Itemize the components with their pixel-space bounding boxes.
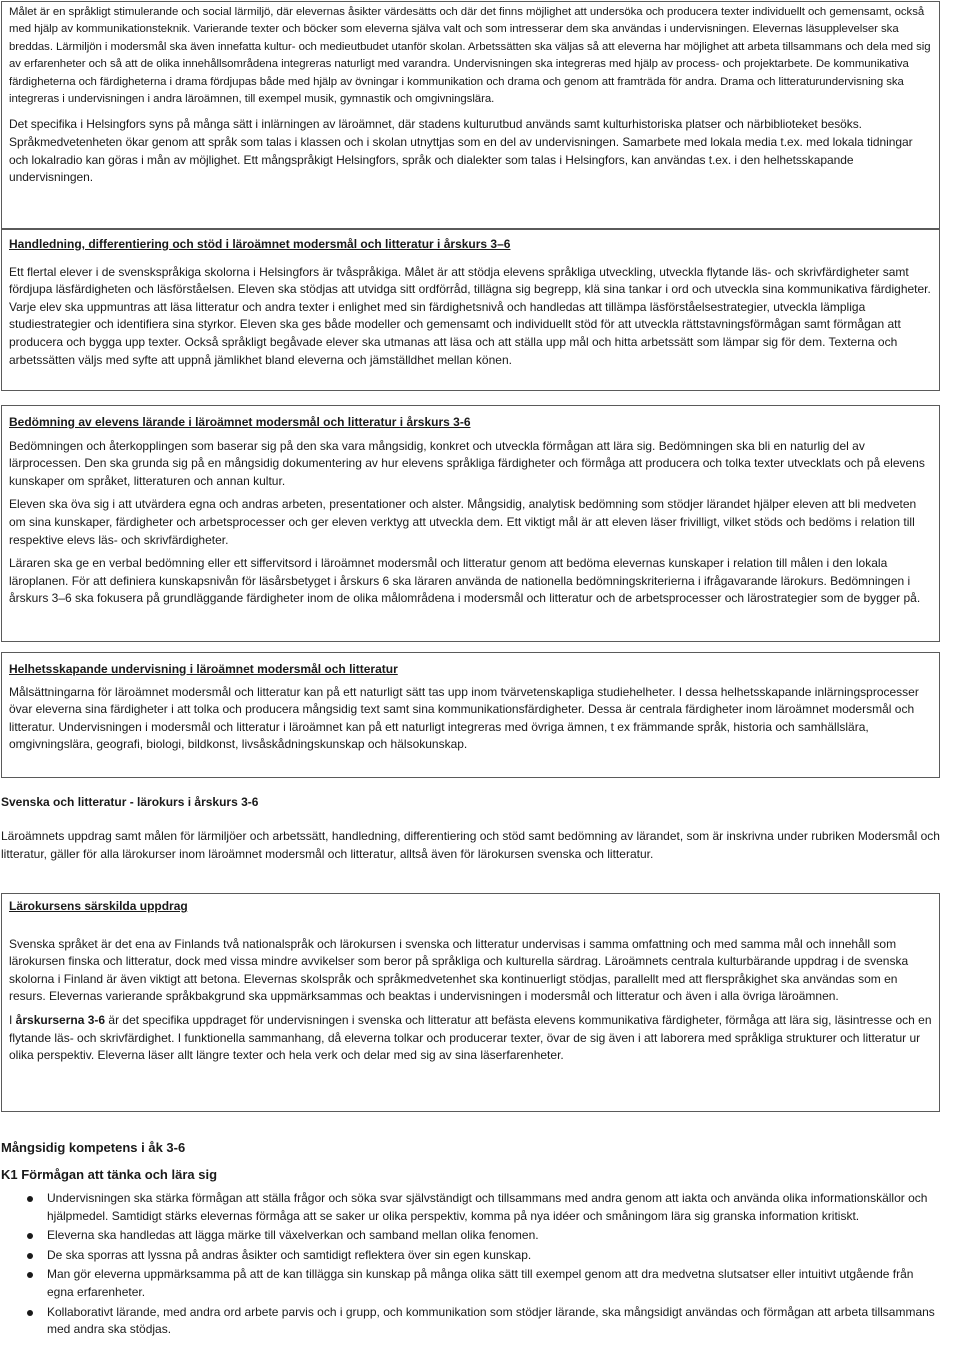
assessment-box	[1, 405, 940, 642]
competence-subheading: K1 Förmågan att tänka och lära sig	[1, 1167, 218, 1182]
special-mission-box	[1, 893, 940, 1112]
special-mission-paragraph-2	[9, 1012, 932, 1065]
assessment-paragraph-3: Läraren ska ge en verbal bedömning eller ett siffervitsord i läroämnet modersmål och litteratur genom att bedöma elevernas kunskaper i relation till målen i den lokala läroplanen. För att definiera kunskapsnivån för läsårsbetyget i årskurs 6 ska läraren använda de nationella bedömningskriterierna i ifrågavarande lärokurs. Bedömningen i årskurs 3–6 ska fokusera på grundläggande färdigheter inom de olika målområdena i modersmål och litteratur och de arbetsprocesser och lärostrategier som de bygger på.	[9, 556, 921, 606]
special-mission-title: Lärokursens särskilda uppdrag	[9, 899, 188, 913]
guidance-title: Handledning, differentiering och stöd i läroämnet modersmål och litteratur i årskurs 3–6	[9, 237, 511, 251]
swedish-course-text	[1, 828, 941, 863]
helsinki-specific-paragraph: Det specifika i Helsingfors syns på många sätt i inlärningen av läroämnet, där stadens kulturutbud används samt kulturhistoriska platser och närbiblioteket besöks. Språkmedvetenheten ökar genom att språk som talas i klassen och i skolan utnyttjas som en del av undervisningen. Samarbete med lokala media t.ex. med lokala tidningar och lokalradio kan göras i mån av möjlighet. Ett mångspråkigt Helsingfors, språk och dialekter som talas i Helsingfors, kan användas t.ex. i den helhetsskapande undervisningen.	[9, 117, 913, 185]
list-item-text: Man gör eleverna uppmärksamma på att de kan tillägga sin kunskap på många olika sätt till exempel genom att dra medvetna slutsatser eller intuitivt utgående från egna erfarenheter.	[47, 1267, 914, 1299]
special-mission-paragraph-1: Svenska språket är det ena av Finlands två nationalspråk och lärokursen i svenska och litteratur undervisas i samma omfattning och med samma mål och innehåll som lärokursen finska och litteratur, dock med vissa mindre avvikelser som beror på språkliga och kulturella särdrag. Läroämnets centrala kulturbärande uppdrag i de svenska skolorna i Finland är även viktigt att betona. Elevernas skolspråk och språkmedvetenhet ska kontinuerligt stödjas, parallellt med att flerspråkighet ska användas som en resurs. Elevernas varierande språkbakgrund ska uppmärksammas och beaktas i undervisningen i modersmål och litteratur och även i alla övriga läroämnen.	[9, 936, 909, 1004]
integrative-box	[1, 652, 940, 778]
guidance-box	[1, 229, 940, 391]
assessment-paragraph-2: Eleven ska öva sig i att utvärdera egna och andras arbeten, presentationer och alster. Mångsidig, analytisk bedömning som stödjer lärandet hjälper eleven att bli medveten om sina kunskaper, färdigheter och arbetsprocesser och ger eleven verktyg att utveckla dem. Ett viktigt mål är att eleven läser frivilligt, vilket stöds och bedöms i relation till respektive elevs läs- och skrivfärdigheter.	[9, 497, 917, 547]
bullet-icon	[27, 1233, 33, 1239]
list-item-text: Kollaborativt lärande, med andra ord arbete parvis och i grupp, och kommunikation som stödjer lärande, ska mångsidigt användas och förmågan att arbeta tillsammans med andra ska stödjas.	[47, 1304, 935, 1337]
assessment-title: Bedömning av elevens lärande i läroämnet modersmål och litteratur i årskurs 3-6	[9, 415, 471, 429]
learning-environment-paragraph: Målet är en språkligt stimulerande och social lärmiljö, där elevernas åsikter värdesätts och där det finns möjlighet att undersöka och producera texter individuellt och gemensamt, också med hjälp av kommunikationsteknik. Varierande texter och böcker som eleverna själva valt och som intresserar dem ska användas i undervisningen. Elevernas läsupplevelser ska breddas. Lärmiljön i modersmål ska även innefatta kultur- och medieutbudet utanför skolan. Arbetssätten ska väljas så att eleverna har möjlighet att arbeta tillsammans och dela med sig av erfarenheter och så att de olika innehållsområdena integreras naturligt med varandra. Undervisningen ska integreras med hjälp av process- och projektarbete. De kommunikativa färdigheterna och färdigheterna i drama fördjupas både med hjälp av övningar i kommunikation och drama och genom att framträda för andra. Drama och litteraturundervisning ska integreras i undervisningen i andra läroämnen, till exempel musik, gymnastik och omgivningslära.	[9, 6, 931, 106]
list-item-text: Eleverna ska handledas att lägga märke till växelverkan och samband mellan olika fenomen.	[47, 1228, 539, 1243]
list-item	[0, 1304, 940, 1339]
swedish-course-title: Svenska och litteratur - lärokurs i årskurs 3-6	[1, 795, 259, 809]
special-mission-p2-bold: årskurserna 3-6	[15, 1012, 106, 1027]
competence-bullet-list	[0, 1190, 940, 1341]
bullet-icon	[27, 1272, 33, 1278]
guidance-paragraph: Ett flertal elever i de svenskspråkiga skolorna i Helsingfors är tvåspråkiga. Målet är att stödja elevens språkliga utveckling, utveckla flytande läs- och skrivfärdigheter samt fördjupa läsfärdigheten och läsförståelsen. Eleven ska stödjas att utvidga sitt ordförråd, tillägna sig begrepp, klä sina tankar i ord och utveckla sina kommunikativa färdigheter. Varje elev ska uppmuntras att läsa litteratur och andra texter i enlighet med sin färdighetsnivå och handledas att tillämpa läsförståelsestrategier, utveckla lämpliga studiestrategier och identifiera sina styrkor. Eleven ska ges både modeller och gemensamt och individuellt stöd för att utveckla rättstavningsförmågan samt förmågan att producera och bygga upp texter. Också språkligt begåvade elever ska utmanas att läsa och att ställa upp mål och hitta arbetssätt som lämpar sig för dem. Texterna och arbetssätten väljs med syfte att uppnå jämlikhet bland eleverna och jämställdhet mellan könen.	[9, 264, 931, 367]
assessment-paragraph-1: Bedömningen och återkopplingen som baserar sig på den ska vara mångsidig, konkret och utveckla förmågan att lära sig. Bedömningen ska bli en naturlig del av lärprocessen. Den ska grunda sig på en mångsidig dokumentering av hur elevens språkliga färdigheter och förmåga att producera och tolka texter utvecklats och på elevens kunskaper om språket, litteraturen och annan kultur.	[9, 438, 925, 488]
competence-heading: Mångsidig kompetens i åk 3-6	[1, 1140, 186, 1155]
integrative-title: Helhetsskapande undervisning i läroämnet modersmål och litteratur	[9, 662, 398, 676]
special-mission-p2-prefix: I	[9, 1012, 16, 1027]
list-item	[0, 1247, 940, 1265]
list-item-text: De ska sporras att lyssna på andras åsikter och samtidigt reflektera över sin egen kunskap.	[47, 1247, 532, 1262]
special-mission-p2-rest: är det specifika uppdraget för undervisningen i svenska och litteratur att befästa elevens kommunikativa färdigheter, förmåga att lära sig, läsintresse och en flytande läs- och skrivfärdighet. I funktionella sammanhang, då eleverna tolkar och producerar texter, övar de sig även i att laborera med språkliga strukturer och litteratur ur olika perspektiv. Eleverna läser allt längre texter och hela verk och delar med sig av sina läserfarenheter.	[9, 1012, 932, 1063]
list-item	[0, 1227, 940, 1245]
list-item-text: Undervisningen ska stärka förmågan att ställa frågor och söka svar självständigt och tillsammans med andra genom att iakta och använda olika informationskällor och hjälpmedel. Samtidigt stärks elevernas förmåga att se saker ur olika perspektiv, komma på nya idéer och småningom lära sig granska information kritiskt.	[47, 1191, 928, 1223]
bullet-icon	[27, 1310, 33, 1316]
bullet-icon	[27, 1196, 33, 1202]
swedish-course-paragraph: Läroämnets uppdrag samt målen för lärmiljöer och arbetssätt, handledning, differentiering och stöd samt bedömning av lärandet, som är inskrivna under rubriken Modersmål och litteratur, gäller för alla lärokurser inom läroämnet modersmål och litteratur, alltså även för lärokursen svenska och litteratur.	[1, 829, 940, 861]
bullet-icon	[27, 1253, 33, 1259]
list-item	[0, 1266, 940, 1301]
list-item	[0, 1190, 940, 1225]
integrative-paragraph: Målsättningarna för läroämnet modersmål och litteratur kan på ett naturligt sätt tas upp inom tvärvetenskapliga studiehelheter. I dessa helhetsskapande inlärningsprocesser övar eleverna sina färdigheter i att tolka och producera mångsidig text samt sina kommunikationsfärdigheter. Dessa är centrala färdigheter inom läroämnet modersmål och litteratur. Undervisningen i modersmål och litteratur i läroämnet kan på ett naturligt integreras med övriga ämnen, t ex främmande språk, historia och samhällslära, omgivningslära, geografi, biologi, bildkonst, livsåskådningskunskap och hälsokunskap.	[9, 684, 919, 752]
learning-environment-box	[1, 1, 940, 229]
